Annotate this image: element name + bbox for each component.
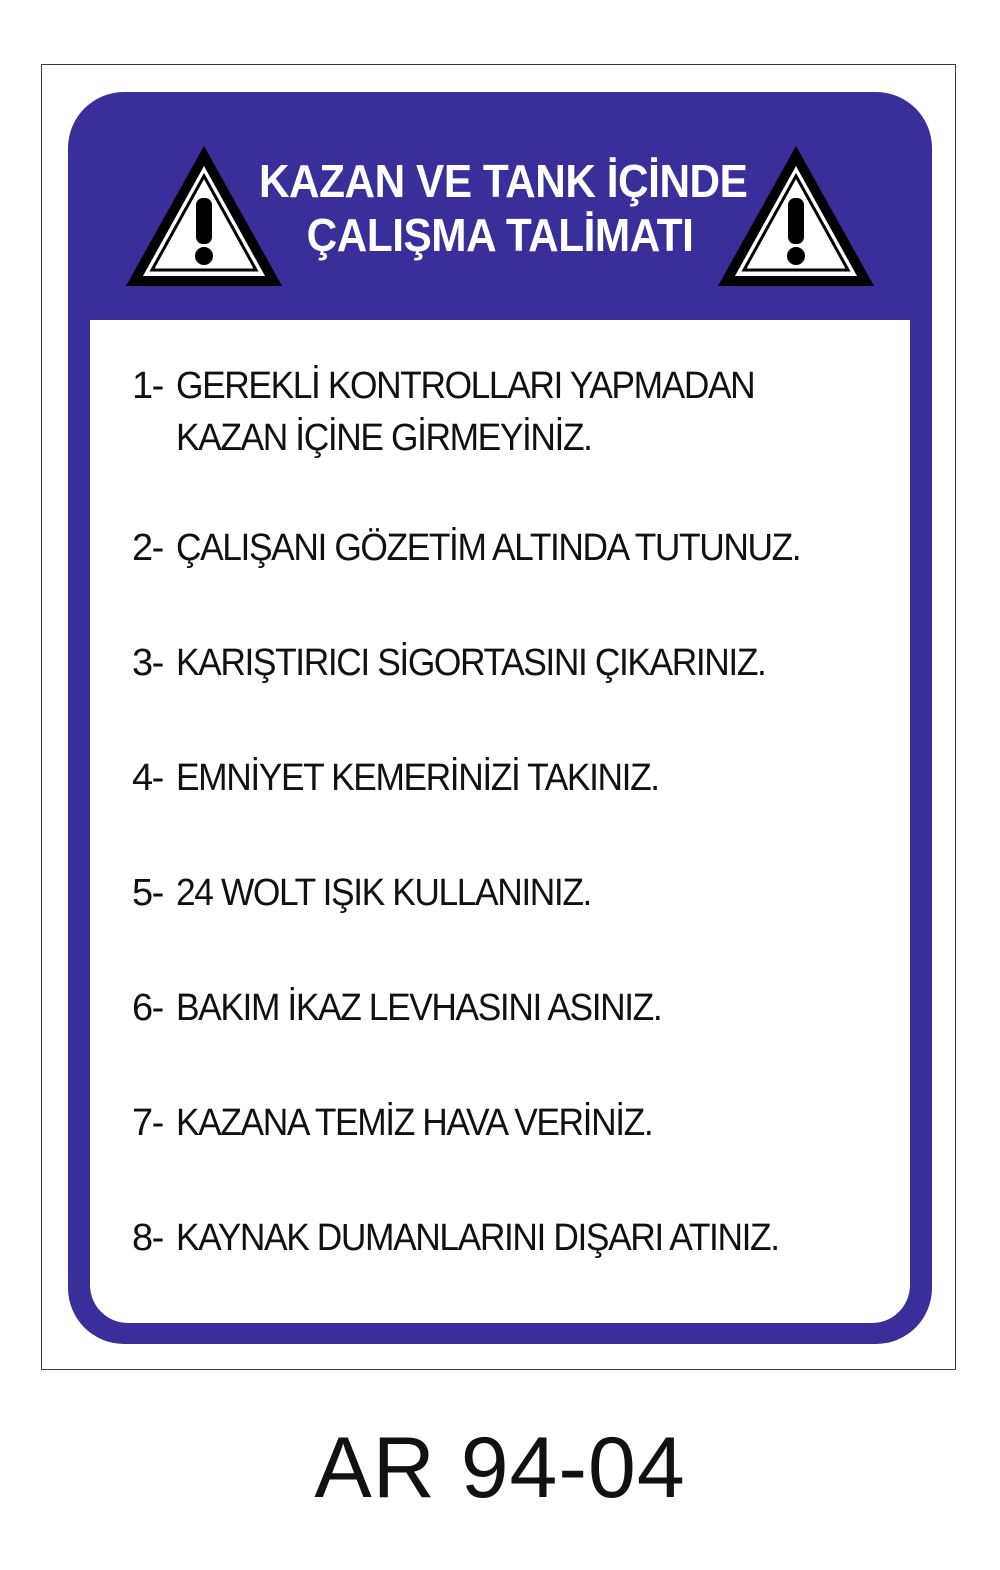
- rule-number: 1-: [132, 365, 163, 407]
- rule-number: 2-: [132, 527, 163, 569]
- rule-text: ÇALIŞANI GÖZETİM ALTINDA TUTUNUZ.: [176, 527, 801, 569]
- rule-text: KARIŞTIRICI SİGORTASINI ÇIKARINIZ.: [176, 642, 766, 684]
- rule-item: [132, 1097, 892, 1149]
- rule-list: [132, 360, 892, 1264]
- sign-body: [90, 320, 910, 1323]
- rule-text: BAKIM İKAZ LEVHASINI ASINIZ.: [176, 987, 662, 1029]
- rule-number: 4-: [132, 757, 163, 799]
- product-code: AR 94-04: [314, 1420, 686, 1516]
- rule-text: 24 WOLT IŞIK KULLANINIZ.: [176, 872, 591, 914]
- rule-item: [132, 752, 892, 804]
- rule-number: 6-: [132, 987, 163, 1029]
- rule-item: [132, 360, 892, 464]
- rule-number: 5-: [132, 872, 163, 914]
- sign-title: [238, 154, 762, 262]
- rule-text: KAYNAK DUMANLARINI DIŞARI ATINIZ.: [176, 1217, 779, 1259]
- rule-text: KAZANA TEMİZ HAVA VERİNİZ.: [176, 1102, 653, 1144]
- warning-triangle-icon: [714, 142, 878, 290]
- rule-item: [132, 522, 892, 574]
- rule-item: [132, 982, 892, 1034]
- rule-number: 7-: [132, 1102, 163, 1144]
- rule-number: 3-: [132, 642, 163, 684]
- sign-title-line-2: ÇALIŞMA TALİMATI: [306, 209, 694, 261]
- sign-title-line-1: KAZAN VE TANK İÇİNDE: [258, 155, 748, 207]
- rule-number: 8-: [132, 1217, 163, 1259]
- rule-item: [132, 867, 892, 919]
- rule-item: [132, 637, 892, 689]
- rule-text: GEREKLİ KONTROLLARI YAPMADAN KAZAN İÇİNE GİRMEYİNİZ.: [176, 365, 755, 459]
- rule-item: [132, 1212, 892, 1264]
- sign-panel: [68, 92, 932, 1344]
- sign-header: [68, 92, 932, 320]
- rule-text: EMNİYET KEMERİNİZİ TAKINIZ.: [176, 757, 659, 799]
